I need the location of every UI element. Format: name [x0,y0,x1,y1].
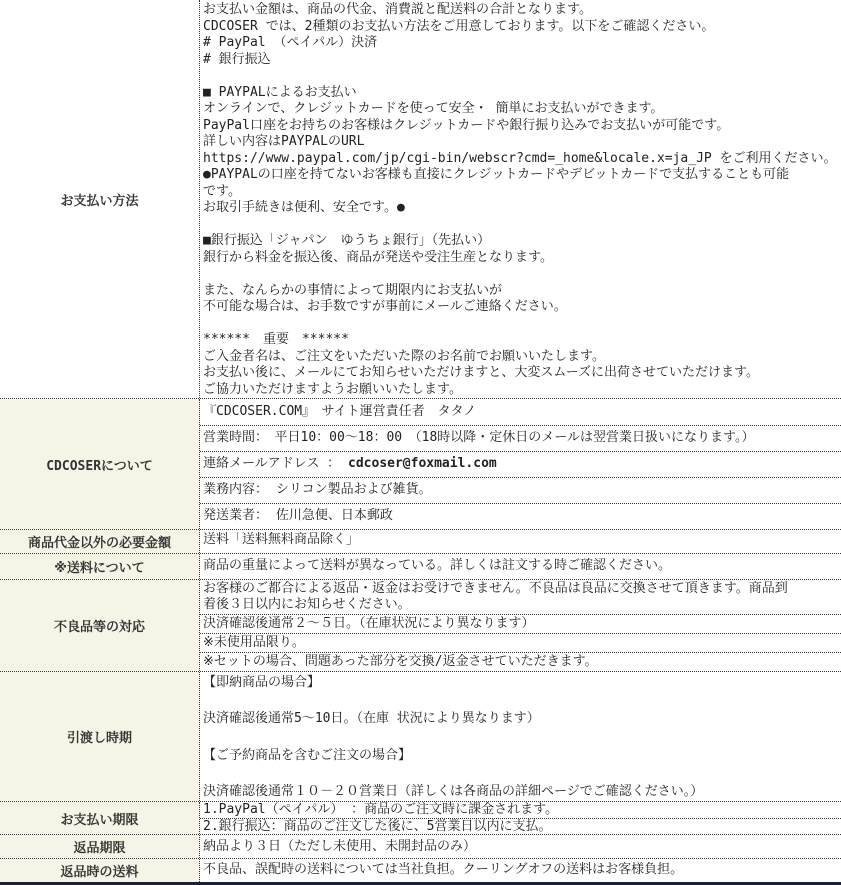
text-line: 決済確認後通常１０－２０営業日（詳しくは各商品の詳細ページでご確認ください。） [203,784,704,800]
table-row [200,503,841,529]
text-line: # PayPal （ペイパル）決済 [203,35,378,50]
text-line: ****** 重要 ****** [203,332,349,347]
text-line: 『CDCOSER.COM』 サイト運営責任者 タタノ [203,403,477,419]
section-header-fee: 商品代金以外の必要金額 [0,530,200,553]
table-row [200,451,841,477]
email-address: cdcoser@foxmail.com [348,456,497,472]
text-line [200,729,841,747]
text-line: 2.銀行振込：商品のご注文した後に、5営業日以内に支払。 [203,818,552,834]
text-line [200,692,841,710]
text-line: 発送業者： 佐川急便、日本郵政 [203,508,393,524]
text-line: 銀行から料金を振込後、商品が発送や受注生産となります。 [203,249,553,265]
text-line: 【即納商品の場合】 [203,675,321,690]
text-line: お支払い後に、メールにてお知らせいただけますと、大変スムーズに出荷させていただけます。 [203,365,760,380]
text-line: 1.PayPal（ペイパル） ：商品のご注文時に課金されます。 [203,802,559,818]
table-row [200,818,841,835]
text-line: https://www.paypal.com/jp/cgi-bin/webscr?cmd=_home&locale.x=ja_JP をご利用ください。 [203,150,837,166]
section-header-defect: 不良品等の対応 [0,580,200,671]
section-content-defect [200,580,841,671]
section-header-payment: お支払い方法 [0,0,200,398]
text-line: 【ご予約商品を含むご注文の場合】 [203,747,412,763]
section-return-period [0,834,841,858]
text-line [200,68,841,85]
section-header-return-period: 返品期限 [0,835,200,858]
text-line: 営業時間： 平日10：00～18：00 （18時以降・定休日のメールは翌営業日扱いになります。） [203,430,755,446]
table-row [200,2,841,398]
text-line: 不可能な場合は、お手数ですが事前にメールご連絡ください。 [203,299,567,314]
section-content-fee [200,530,841,553]
table-row [200,614,841,633]
text-line: 商品の重量によって送料が異なっている。詳しくは註文する時ご確認ください。 [203,558,672,574]
section-content-delivery [200,672,841,801]
text-line: 不良品、誤配時の送料については当社負担。クーリングオフの送料はお客様負担。 [203,862,684,878]
table-row [200,633,841,652]
section-content-return-shipping [200,859,841,882]
section-content-about [200,399,841,529]
text-line: ご協力いただけますようお願いいたします。 [203,381,462,397]
text-line: ■ PAYPALによるお支払い [203,84,357,100]
text-line [200,316,841,333]
section-deadline [0,801,841,834]
section-content-shipping-note [200,554,841,579]
text-line [200,456,841,473]
text-line: 決済確認後通常5～10日。（在庫 状況により異なります） [203,711,540,727]
table-row [200,530,841,551]
section-content-return-period [200,835,841,858]
table-row [200,399,841,425]
text-line: また、なんらかの事情によって期限内にお支払いが [203,282,503,298]
section-fee [0,529,841,553]
section-shipping-note [0,553,841,579]
text-line: オンラインで、クレジットカードを使って安全・ 簡単にお支払いができます。 [203,101,664,116]
table-row [200,802,841,818]
text-line [200,266,841,283]
text-line: 詳しい内容はPAYPALのURL [203,134,365,149]
text-line: 納品より３日（ただし未使用、未開封品のみ） [203,838,477,854]
section-content-deadline [200,802,841,834]
text-line: # 銀行振込 [203,51,271,67]
text-line: ■銀行振込「ジャパン ゆうちょ銀行」（先払い） [203,233,491,248]
text-line: です。 [203,183,241,199]
section-payment [0,0,841,398]
table-row [200,580,841,614]
text-line: 決済確認後通常２～５日。（在庫状況により異なります） [203,616,535,631]
text-line: ※セットの場合、問題あった部分を交換/返金させていただきます。 [203,654,598,669]
text-line: お客様のご都合による返品・返金はお受けできません。不良品は良品に交換させて頂きます。商品到 [203,581,788,596]
section-header-deadline: お支払い期限 [0,802,200,834]
section-header-shipping-note: ※送料について [0,554,200,579]
table-row [200,477,841,503]
text-line: 送料「送料無料商品除く」 [203,532,360,548]
section-content-payment [200,0,841,398]
table-row [200,554,841,579]
section-defect [0,579,841,671]
text-line [200,765,841,783]
section-delivery [0,671,841,801]
text-line: ※未使用品限り。 [203,635,305,650]
text-line: CDCOSER では、2種類のお支払い方法をご用意しております。以下をご確認ください。 [203,18,715,34]
email-label: 連絡メールアドレス ： [203,456,349,472]
text-line: ●PAYPALの口座を持てないお客様も直接にクレジットカードやデビットカードで支払することも可能 [203,167,790,182]
table-row [200,652,841,671]
table-row [200,859,841,881]
text-line: 着後３日以内にお知らせください。 [203,597,411,612]
table-row [200,835,841,858]
section-return-shipping [0,858,841,882]
text-line: お取引手続きは便利、安全です。● [203,200,405,215]
text-line: PayPal口座をお持ちのお客様はクレジットカードや銀行振り込みでお支払いが可能です。 [203,117,730,133]
text-line: お支払い金額は、商品の代金、消費説と配送料の合計となります。 [203,2,592,17]
section-header-delivery: 引渡し時期 [0,672,200,801]
section-header-return-shipping: 返品時の送料 [0,859,200,882]
section-about [0,398,841,529]
text-line [200,217,841,234]
table-row [200,672,841,801]
section-header-about: CDCOSERについて [0,399,200,529]
table-row [200,425,841,451]
text-line: ご入金者名は、ご注文をいただいた際のお名前でお願いいたします。 [203,348,605,364]
text-line: 業務内容： シリコン製品および雑貨。 [203,482,432,498]
